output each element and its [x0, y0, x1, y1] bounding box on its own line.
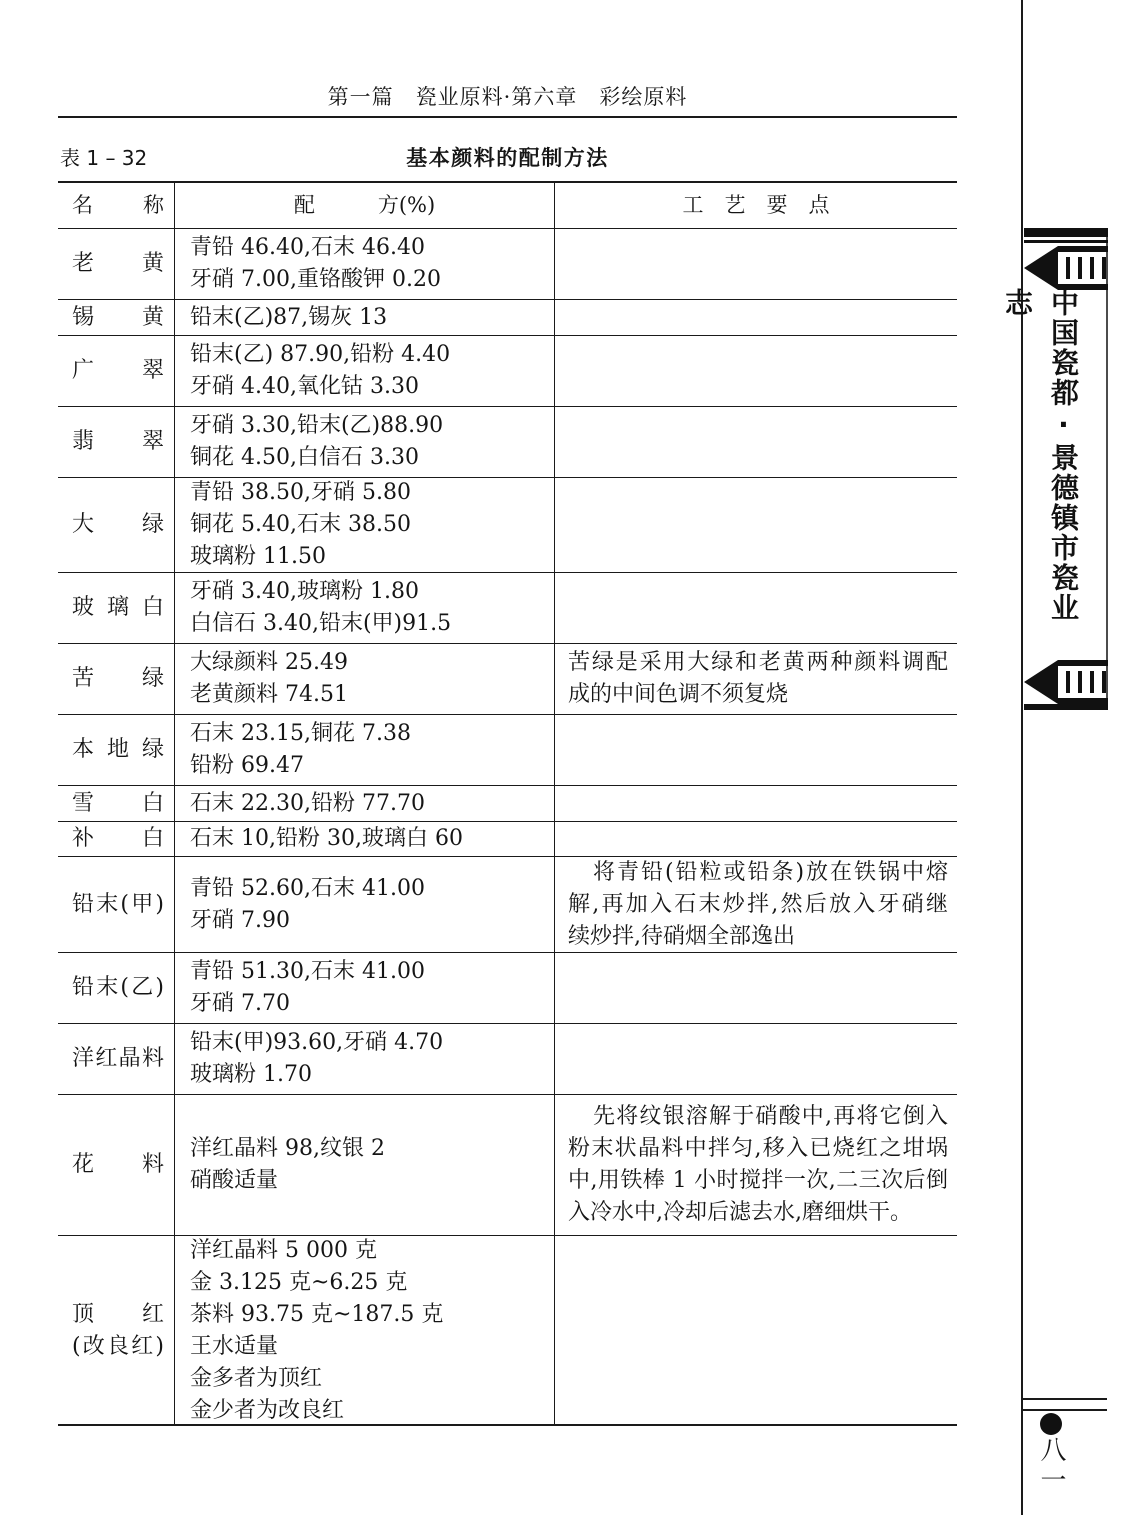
- formula-cell: [175, 822, 555, 857]
- formula-line: 青铅 46.40,石末 46.40: [190, 235, 425, 260]
- pigment-name: 雪白: [72, 790, 164, 816]
- pigment-name-cell: [58, 953, 175, 1024]
- formula-line: 金少者为改良红: [190, 1397, 345, 1423]
- formula-line: 铅粉 69.47: [190, 753, 304, 778]
- pigment-name: 广翠: [72, 358, 164, 383]
- process-note-line: 苦绿是采用大绿和老黄两种颜料调配: [568, 650, 948, 675]
- formula-line: 青铅 38.50,牙硝 5.80: [190, 480, 411, 505]
- formula-line: 老黄颜料 74.51: [190, 682, 348, 707]
- pigment-name-cell: [58, 407, 175, 478]
- process-note-line: 入冷水中,冷却后滤去水,磨细烘干。: [568, 1200, 912, 1225]
- formula-line: 茶料 93.75 克~187.5 克: [190, 1301, 444, 1327]
- running-head: 第一篇 瓷业原料·第六章 彩绘原料: [327, 85, 688, 109]
- pigment-name-cell: [58, 715, 175, 786]
- pigment-name: 翡翠: [72, 429, 164, 454]
- formula-line: 铅末(乙) 87.90,铅粉 4.40: [190, 342, 451, 367]
- formula-cell: [175, 786, 555, 822]
- pigment-name-cell: [58, 573, 175, 644]
- formula-line: 石末 23.15,铜花 7.38: [190, 721, 411, 746]
- process-note-line: 先将纹银溶解于硝酸中,再将它倒入: [593, 1104, 948, 1129]
- pigment-formula-table: [58, 182, 957, 1425]
- formula-line: 大绿颜料 25.49: [190, 650, 348, 675]
- formula-line: 铜花 4.50,白信石 3.30: [190, 445, 419, 470]
- formula-line: 金 3.125 克~6.25 克: [190, 1269, 408, 1295]
- pigment-name-cell: [58, 857, 175, 953]
- running-head-rule: [58, 116, 957, 118]
- formula-cell: [175, 857, 555, 953]
- formula-line: 牙硝 7.00,重铬酸钾 0.20: [190, 267, 441, 292]
- table-number: 表 1 – 32: [60, 146, 148, 170]
- pigment-name: 补白: [72, 826, 164, 851]
- banner-bottom-ornament: [1024, 660, 1108, 710]
- page-number: 八一: [1036, 1436, 1066, 1496]
- pigment-name-cell: [58, 1236, 175, 1425]
- pigment-name: 老黄: [72, 251, 164, 276]
- process-notes-cell: [555, 822, 957, 857]
- formula-line: 洋红晶料 98,纹银 2: [190, 1136, 385, 1161]
- page-number-rule-lower: [1023, 1409, 1107, 1411]
- formula-line: 青铅 52.60,石末 41.00: [190, 875, 425, 901]
- formula-cell: [175, 1095, 555, 1236]
- process-notes-cell: [555, 229, 957, 300]
- formula-cell: [175, 953, 555, 1024]
- process-note-line: 续炒拌,待硝烟全部逸出: [568, 923, 795, 949]
- pigment-name-cell: [58, 822, 175, 857]
- formula-cell: [175, 644, 555, 715]
- pigment-name-cell: [58, 1095, 175, 1236]
- formula-cell: [175, 1024, 555, 1095]
- pigment-name-cell: [58, 786, 175, 822]
- formula-line: 王水适量: [190, 1333, 279, 1359]
- pigment-name-cell: [58, 478, 175, 573]
- pigment-name: (改良红): [72, 1333, 164, 1359]
- formula-line: 铅末(甲)93.60,牙硝 4.70: [190, 1030, 444, 1055]
- column-header-formula: [175, 182, 555, 229]
- pigment-name: 苦绿: [72, 666, 164, 691]
- process-note-line: 将青铅(铅粒或铅条)放在铁锅中熔: [593, 859, 948, 885]
- formula-cell: [175, 336, 555, 407]
- formula-line: 玻璃粉 1.70: [190, 1062, 312, 1087]
- formula-cell: [175, 478, 555, 573]
- formula-line: 牙硝 3.30,铅末(乙)88.90: [190, 413, 444, 438]
- formula-cell: [175, 573, 555, 644]
- formula-line: 牙硝 7.70: [190, 991, 290, 1016]
- column-header-name-text: 名称: [72, 193, 164, 217]
- process-notes-cell: [555, 857, 957, 953]
- pigment-name: 玻璃白: [72, 595, 164, 620]
- process-notes-cell: [555, 715, 957, 786]
- pigment-name: 花料: [72, 1152, 164, 1177]
- process-notes-cell: [555, 1024, 957, 1095]
- table-title: 基本颜料的配制方法: [406, 146, 609, 170]
- process-note-line: 解,再加入石末炒拌,然后放入牙硝继: [568, 891, 948, 917]
- column-header-formula-text: 配 方(%): [293, 193, 436, 217]
- formula-line: 白信石 3.40,铅末(甲)91.5: [190, 611, 452, 636]
- process-notes-cell: [555, 1236, 957, 1425]
- process-notes-cell: [555, 786, 957, 822]
- process-notes-cell: [555, 407, 957, 478]
- formula-line: 青铅 51.30,石末 41.00: [190, 959, 425, 984]
- process-notes-cell: [555, 573, 957, 644]
- formula-line: 铜花 5.40,石末 38.50: [190, 512, 411, 537]
- pigment-name-cell: [58, 300, 175, 336]
- process-notes-cell: [555, 300, 957, 336]
- formula-line: 牙硝 4.40,氧化钴 3.30: [190, 374, 419, 399]
- process-notes-cell: [555, 336, 957, 407]
- process-notes-cell: [555, 478, 957, 573]
- pigment-name-cell: [58, 644, 175, 715]
- column-header-notes: [555, 182, 957, 229]
- formula-line: 玻璃粉 11.50: [190, 544, 326, 569]
- book-series-title: 中国瓷都·景德镇市瓷业志: [1001, 288, 1080, 623]
- process-notes-cell: [555, 953, 957, 1024]
- formula-cell: [175, 229, 555, 300]
- formula-line: 金多者为顶红: [190, 1365, 323, 1391]
- pigment-name-cell: [58, 229, 175, 300]
- formula-cell: [175, 1236, 555, 1425]
- formula-line: 石末 10,铅粉 30,玻璃白 60: [190, 826, 463, 851]
- pigment-name: 铅末(甲): [72, 891, 164, 917]
- pigment-name-cell: [58, 1024, 175, 1095]
- formula-cell: [175, 715, 555, 786]
- process-notes-cell: [555, 644, 957, 715]
- column-header-name: [58, 182, 175, 229]
- formula-line: 牙硝 7.90: [190, 907, 290, 933]
- pigment-name-cell: [58, 336, 175, 407]
- process-note-line: 中,用铁棒 1 小时搅拌一次,二三次后倒: [568, 1168, 948, 1193]
- formula-cell: [175, 300, 555, 336]
- process-note-line: 成的中间色调不须复烧: [568, 682, 789, 707]
- table-bottom-rule: [58, 1424, 957, 1426]
- process-notes-cell: [555, 1095, 957, 1236]
- formula-line: 牙硝 3.40,玻璃粉 1.80: [190, 579, 419, 604]
- pigment-name: 大绿: [72, 512, 164, 537]
- formula-line: 石末 22.30,铅粉 77.70: [190, 790, 425, 816]
- banner-top-ornament: [1024, 228, 1108, 290]
- pigment-name: 锡黄: [72, 304, 164, 330]
- pigment-name: 本地绿: [72, 737, 164, 762]
- pigment-name: 铅末(乙): [72, 975, 164, 1000]
- pigment-name: 顶红: [72, 1301, 164, 1327]
- pigment-name: 洋红晶料: [72, 1046, 164, 1071]
- bullet-icon: [1040, 1413, 1062, 1435]
- table-top-rule: [58, 181, 957, 183]
- column-header-notes-text: 工 艺 要 点: [682, 193, 830, 217]
- formula-cell: [175, 407, 555, 478]
- process-note-line: 粉末状晶料中拌匀,移入已烧红之坩埚: [568, 1136, 948, 1161]
- formula-line: 铅末(乙)87,锡灰 13: [190, 304, 388, 330]
- formula-line: 洋红晶料 5 000 克: [190, 1237, 377, 1263]
- page-number-rule-upper: [1023, 1398, 1107, 1400]
- formula-line: 硝酸适量: [190, 1168, 279, 1193]
